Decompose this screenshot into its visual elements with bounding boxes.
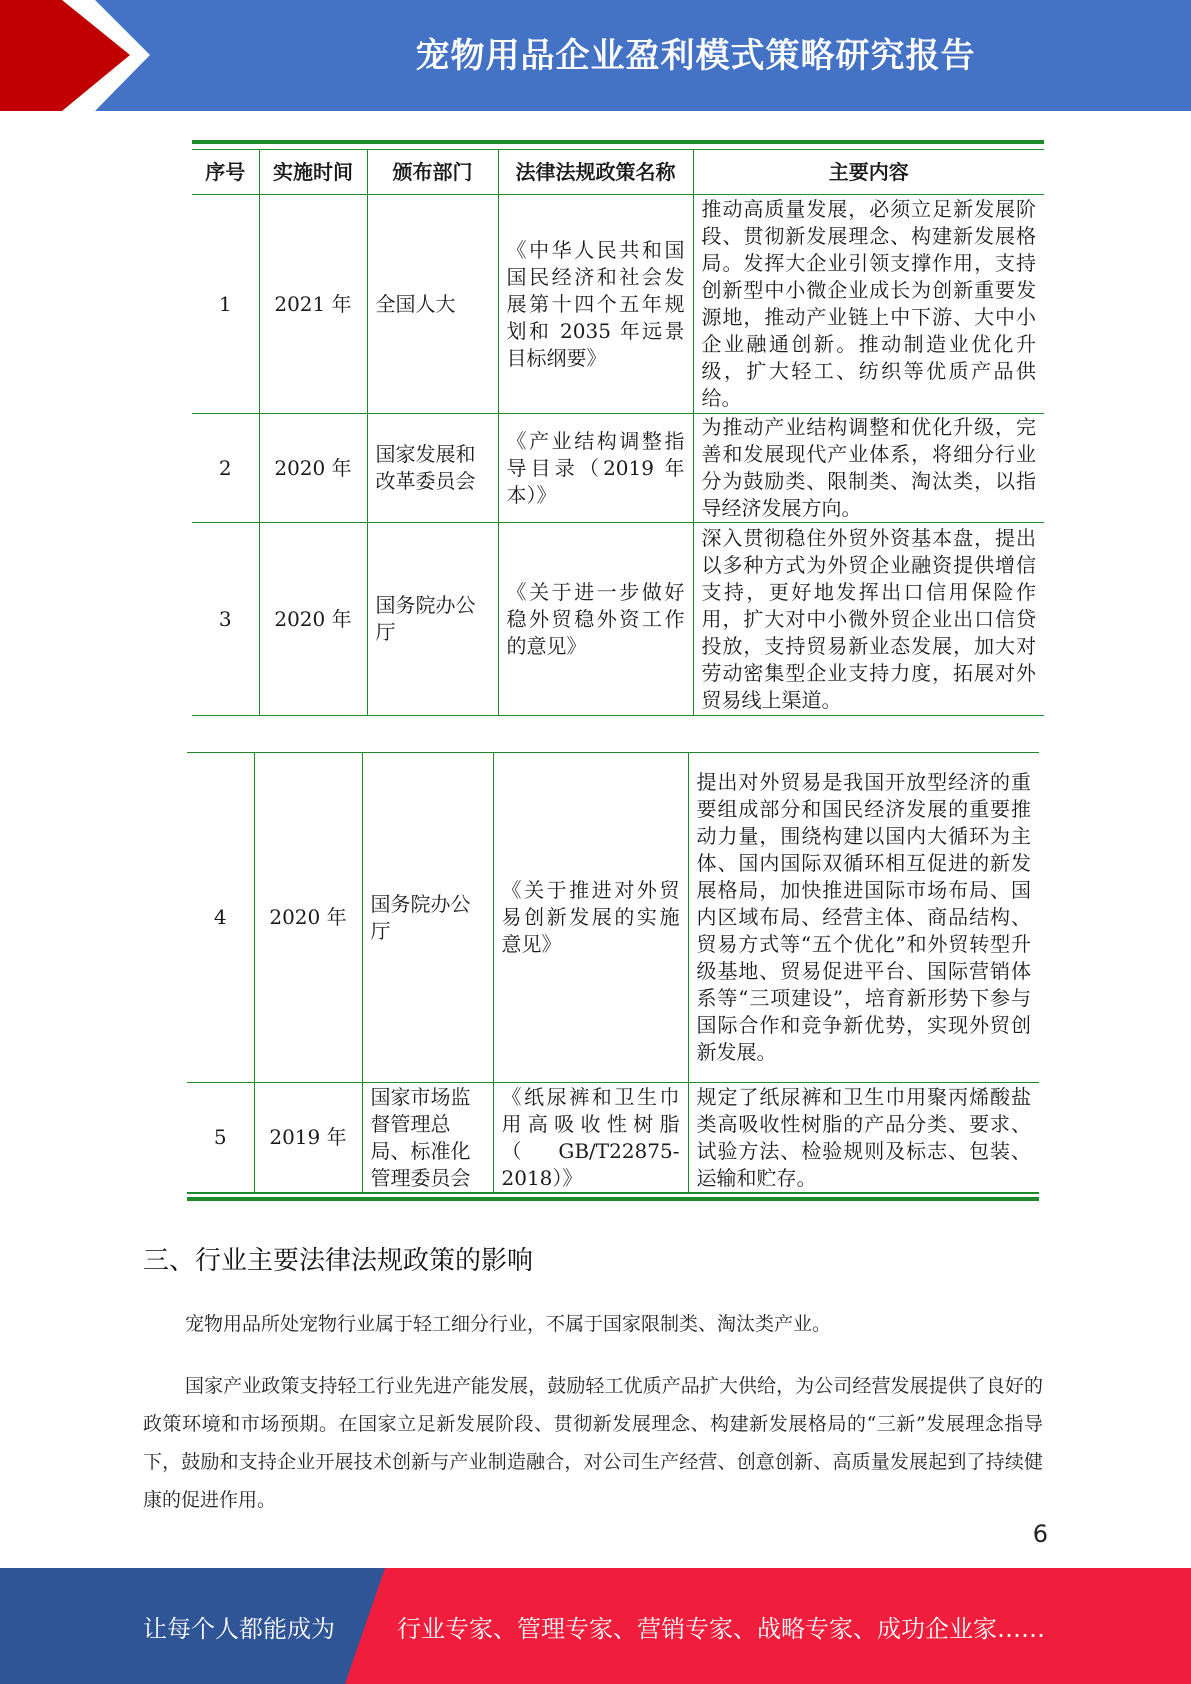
row-no: 5 [187,1083,254,1193]
row-year: 2020 年 [254,753,362,1083]
page-number: 6 [1032,1520,1048,1548]
row-dept: 全国人大 [367,195,498,414]
table-row [192,414,1044,523]
row-year: 2019 年 [254,1083,362,1193]
table-header-row [192,150,1044,195]
row-year: 2020 年 [259,523,367,716]
row-no: 1 [192,195,259,414]
section-heading: 三、行业主要法律法规政策的影响 [143,1246,534,1276]
row-content: 为推动产业结构调整和优化升级，完善和发展现代产业体系，将细分行业分为鼓励类、限制类、淘汰类，以指导经济发展方向。 [693,414,1044,523]
row-policy-name: 《纸尿裤和卫生巾用高吸收性树脂（GB/T22875-2018）》 [493,1083,688,1193]
row-no: 3 [192,523,259,716]
row-content: 推动高质量发展，必须立足新发展阶段、贯彻新发展理念、构建新发展格局。发挥大企业引领支撑作用，支持创新型中小微企业成长为创新重要发源地，推动产业链上中下游、大中小企业融通创新。推动制造业优化升级，扩大轻工、纺织等优质产品供给。 [693,195,1044,414]
page-header [0,0,1191,111]
table-row [187,1083,1039,1193]
footer-slogan-right: 行业专家、管理专家、营销专家、战略专家、成功企业家…… [397,1614,1045,1643]
paragraph: 国家产业政策支持轻工行业先进产能发展，鼓励轻工优质产品扩大供给，为公司经营发展提供了良好的政策环境和市场预期。在国家立足新发展阶段、贯彻新发展理念、构建新发展格局的“三新”发展理念指导下，鼓励和支持企业开展技术创新与产业制造融合，对公司生产经营、创意创新、高质量发展起到了持续健康的促进作用。 [143,1375,1043,1511]
header-name: 法律法规政策名称 [498,150,693,195]
row-policy-name: 《产业结构调整指导目录（2019 年本）》 [498,414,693,523]
report-title: 宠物用品企业盈利模式策略研究报告 [415,35,976,76]
table-top-rule [192,140,1044,150]
row-dept: 国务院办公厅 [362,753,493,1083]
row-policy-name: 《关于进一步做好稳外贸稳外资工作的意见》 [498,523,693,716]
table-row [187,753,1039,1083]
paragraph: 宠物用品所处宠物行业属于轻工细分行业，不属于国家限制类、淘汰类产业。 [185,1313,832,1335]
table-row [192,195,1044,414]
row-dept: 国家发展和改革委员会 [367,414,498,523]
header-no: 序号 [192,150,259,195]
row-year: 2021 年 [259,195,367,414]
header-dept: 颁布部门 [367,150,498,195]
policy-table-part2 [187,752,1039,1193]
policy-table-part1 [192,150,1044,716]
table-bottom-rule [187,1192,1039,1201]
row-content: 规定了纸尿裤和卫生巾用聚丙烯酸盐类高吸收性树脂的产品分类、要求、试验方法、检验规则及标志、包装、运输和贮存。 [688,1083,1039,1193]
header-red-chevron [0,0,150,111]
table-row [192,523,1044,716]
header-content: 主要内容 [693,150,1044,195]
row-policy-name: 《中华人民共和国国民经济和社会发展第十四个五年规划和 2035 年远景目标纲要》 [498,195,693,414]
footer-slogan-left: 让每个人都能成为 [143,1614,335,1643]
row-policy-name: 《关于推进对外贸易创新发展的实施意见》 [493,753,688,1083]
row-dept: 国务院办公厅 [367,523,498,716]
row-year: 2020 年 [259,414,367,523]
row-dept: 国家市场监督管理总局、标准化管理委员会 [362,1083,493,1193]
page-footer [0,1568,1191,1684]
row-no: 4 [187,753,254,1083]
row-content: 深入贯彻稳住外贸外资基本盘，提出以多种方式为外贸企业融资提供增信支持，更好地发挥出口信用保险作用，扩大对中小微外贸企业出口信贷投放，支持贸易新业态发展，加大对劳动密集型企业支持力度，拓展对外贸易线上渠道。 [693,523,1044,716]
row-content: 提出对外贸易是我国开放型经济的重要组成部分和国民经济发展的重要推动力量，围绕构建以国内大循环为主体、国内国际双循环相互促进的新发展格局，加快推进国际市场布局、国内区域布局、经营主体、商品结构、贸易方式等“五个优化”和外贸转型升级基地、贸易促进平台、国际营销体系等“三项建设”，培育新形势下参与国际合作和竞争新优势，实现外贸创新发展。 [688,753,1039,1083]
header-year: 实施时间 [259,150,367,195]
row-no: 2 [192,414,259,523]
